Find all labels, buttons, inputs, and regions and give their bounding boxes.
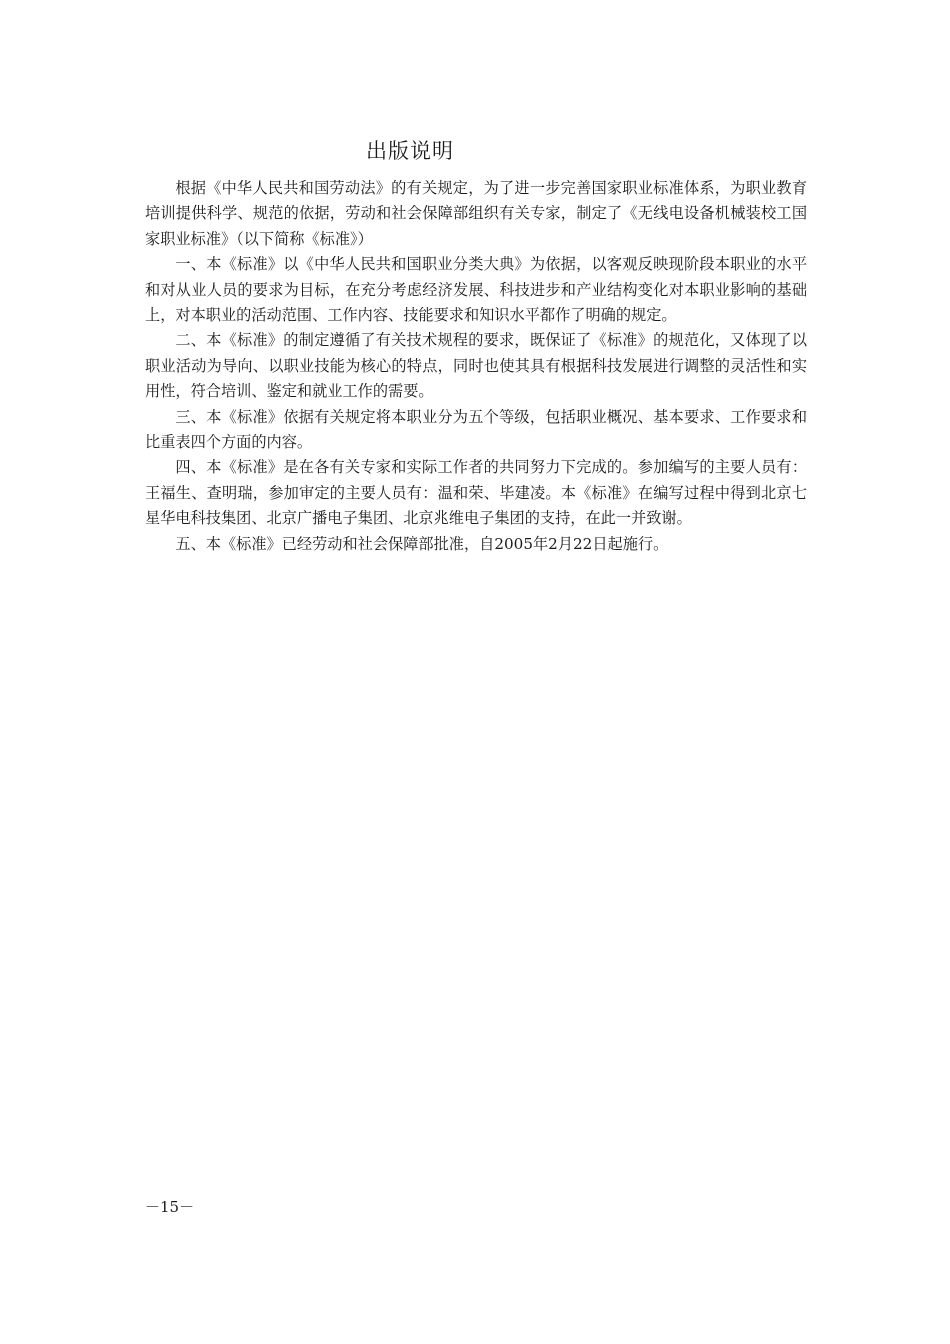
document-body (145, 176, 807, 557)
paragraph-item-2: 二、本《标准》的制定遵循了有关技术规程的要求，既保证了《标准》的规范化，又体现了以职业活动为导向、以职业技能为核心的特点，同时也使其具有根据科技发展进行调整的灵活性和实用性，符合培训、鉴定和就业工作的需要。 (145, 331, 807, 401)
paragraph-item-3: 三、本《标准》依据有关规定将本职业分为五个等级，包括职业概况、基本要求、工作要求和比重表四个方面的内容。 (145, 407, 807, 452)
paragraph-item-5: 五、本《标准》已经劳动和社会保障部批准，自2005年2月22日起施行。 (175, 534, 669, 553)
document-title: 出版说明 (366, 139, 454, 163)
paragraph-item-1: 一、本《标准》以《中华人民共和国职业分类大典》为依据，以客观反映现阶段本职业的水平和对从业人员的要求为目标，在充分考虑经济发展、科技进步和产业结构变化对本职业影响的基础上，对本职业的活动范围、工作内容、技能要求和知识水平都作了明确的规定。 (145, 255, 807, 325)
page-number: －15－ (145, 1198, 195, 1216)
paragraph-intro: 根据《中华人民共和国劳动法》的有关规定，为了进一步完善国家职业标准体系，为职业教育培训提供科学、规范的依据，劳动和社会保障部组织有关专家，制定了《无线电设备机械装校工国家职业标准》（以下简称《标准》） (145, 179, 807, 248)
paragraph-item-4: 四、本《标准》是在各有关专家和实际工作者的共同努力下完成的。参加编写的主要人员有：王福生、查明瑞，参加审定的主要人员有：温和荣、毕建凌。本《标准》在编写过程中得到北京七星华电科技集团、北京广播电子集团、北京兆维电子集团的支持，在此一并致谢。 (145, 458, 807, 528)
